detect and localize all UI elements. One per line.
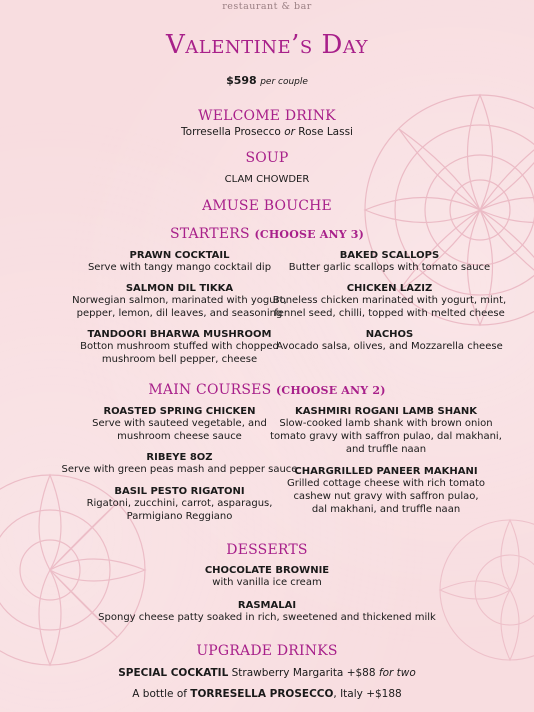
- dish-desc: Serve with tangy mango cocktail dip: [87, 262, 272, 273]
- price-amount: $598: [226, 74, 257, 87]
- upgrade-drinks-heading: UPGRADE DRINKS: [196, 643, 338, 659]
- dish-desc: Boneless chicken marinated with yogurt, mint,: [272, 295, 507, 306]
- upgrade-cocktail-note: for two: [378, 667, 416, 679]
- dish-desc: fennel seed, chilli, topped with melted cheese: [274, 308, 505, 319]
- upgrade-line-cocktail: [0, 667, 534, 679]
- dish-name: BAKED SCALLOPS: [339, 250, 440, 261]
- dish-name: BASIL PESTO RIGATONI: [114, 486, 245, 497]
- upgrade-cocktail-label: SPECIAL COCKATIL: [118, 667, 229, 679]
- price-line: [0, 74, 534, 87]
- dish-name: ROASTED SPRING CHICKEN: [103, 406, 256, 417]
- dish-desc: Parmigiano Reggiano: [126, 511, 233, 522]
- starters-heading: [0, 226, 534, 242]
- dish-desc: dal makhani, and truffle naan: [311, 504, 461, 515]
- dish-desc: Avocado salsa, olives, and Mozzarella cheese: [276, 341, 503, 352]
- welcome-drink-heading: WELCOME DRINK: [198, 108, 336, 124]
- amuse-bouche-heading: AMUSE BOUCHE: [202, 198, 332, 214]
- dish-desc: Serve with green peas mash and pepper sauce: [61, 464, 298, 475]
- dish-name: TANDOORI BHARWA MUSHROOM: [87, 329, 272, 340]
- list-item: [0, 600, 534, 624]
- dish-desc: Norwegian salmon, marinated with yogurt,: [72, 295, 287, 306]
- dish-desc: Botton mushroom stuffed with chopped: [80, 341, 279, 352]
- dish-desc: with vanilla ice cream: [212, 577, 322, 588]
- dish-name: CHARGRILLED PANEER MAKHANI: [294, 466, 478, 477]
- dish-desc: mushroom cheese sauce: [117, 431, 242, 442]
- list-item: [262, 283, 517, 320]
- dish-name: RIBEYE 8OZ: [146, 452, 213, 463]
- welcome-option-1: Torresella Prosecco: [181, 126, 281, 138]
- welcome-or: or: [284, 126, 295, 138]
- soup-heading: SOUP: [245, 150, 289, 166]
- dish-desc: Butter garlic scallops with tomato sauce: [288, 262, 491, 273]
- upgrade-prosecco-label: TORRESELLA PROSECCO: [190, 688, 334, 700]
- dish-name: CHICKEN LAZIZ: [346, 283, 433, 294]
- dish-desc: Grilled cottage cheese with rich tomato: [286, 478, 486, 489]
- welcome-option-2: Rose Lassi: [298, 126, 353, 138]
- list-item: [262, 250, 517, 274]
- list-item: [255, 406, 517, 456]
- dish-desc: Serve with sauteed vegetable, and: [92, 418, 267, 429]
- desserts-heading: DESSERTS: [226, 542, 308, 558]
- dish-desc: cashew nut gravy with saffron pulao,: [293, 491, 479, 502]
- dish-name: KASHMIRI ROGANI LAMB SHANK: [295, 406, 477, 417]
- welcome-drink-options: [0, 126, 534, 138]
- dish-desc: mushroom bell pepper, cheese: [101, 354, 258, 365]
- main-courses-title: MAIN COURSES: [148, 382, 272, 398]
- dish-name: CHOCOLATE BROWNIE: [204, 565, 330, 576]
- dish-name: NACHOS: [365, 329, 414, 340]
- upgrade-line-prosecco: [0, 688, 534, 700]
- dish-name: PRAWN COCKTAIL: [129, 250, 230, 261]
- dish-desc: tomato gravy with saffron pulao, dal makhani,: [270, 431, 502, 442]
- dish-desc: Rigatoni, zucchini, carrot, asparagus,: [86, 498, 273, 509]
- dish-desc: Spongy cheese patty soaked in rich, sweetened and thickened milk: [98, 612, 436, 623]
- soup-item: CLAM CHOWDER: [224, 174, 310, 185]
- dish-desc: Slow-cooked lamb shank with brown onion: [279, 418, 493, 429]
- main-courses-note: (CHOOSE ANY 2): [276, 384, 386, 397]
- starters-title: STARTERS: [169, 226, 250, 242]
- upgrade-prosecco-prefix: A bottle of: [132, 688, 187, 700]
- page-title: Valentine’s Day: [166, 30, 368, 60]
- list-item: [255, 466, 517, 516]
- upgrade-prosecco-text: , Italy +$188: [333, 688, 402, 700]
- dish-name: SALMON DIL TIKKA: [125, 283, 234, 294]
- main-courses-heading: [0, 382, 534, 398]
- list-item: [0, 565, 534, 589]
- dish-desc: pepper, lemon, dil leaves, and seasoning: [76, 308, 283, 319]
- dish-desc: and truffle naan: [345, 444, 427, 455]
- starters-note: (CHOOSE ANY 3): [254, 228, 365, 241]
- upgrade-cocktail-text: Strawberry Margarita +$88: [231, 667, 376, 679]
- price-per: per couple: [260, 77, 308, 87]
- brand-tagline: restaurant & bar: [222, 1, 312, 12]
- dish-name: RASMALAI: [237, 600, 297, 611]
- list-item: [262, 329, 517, 353]
